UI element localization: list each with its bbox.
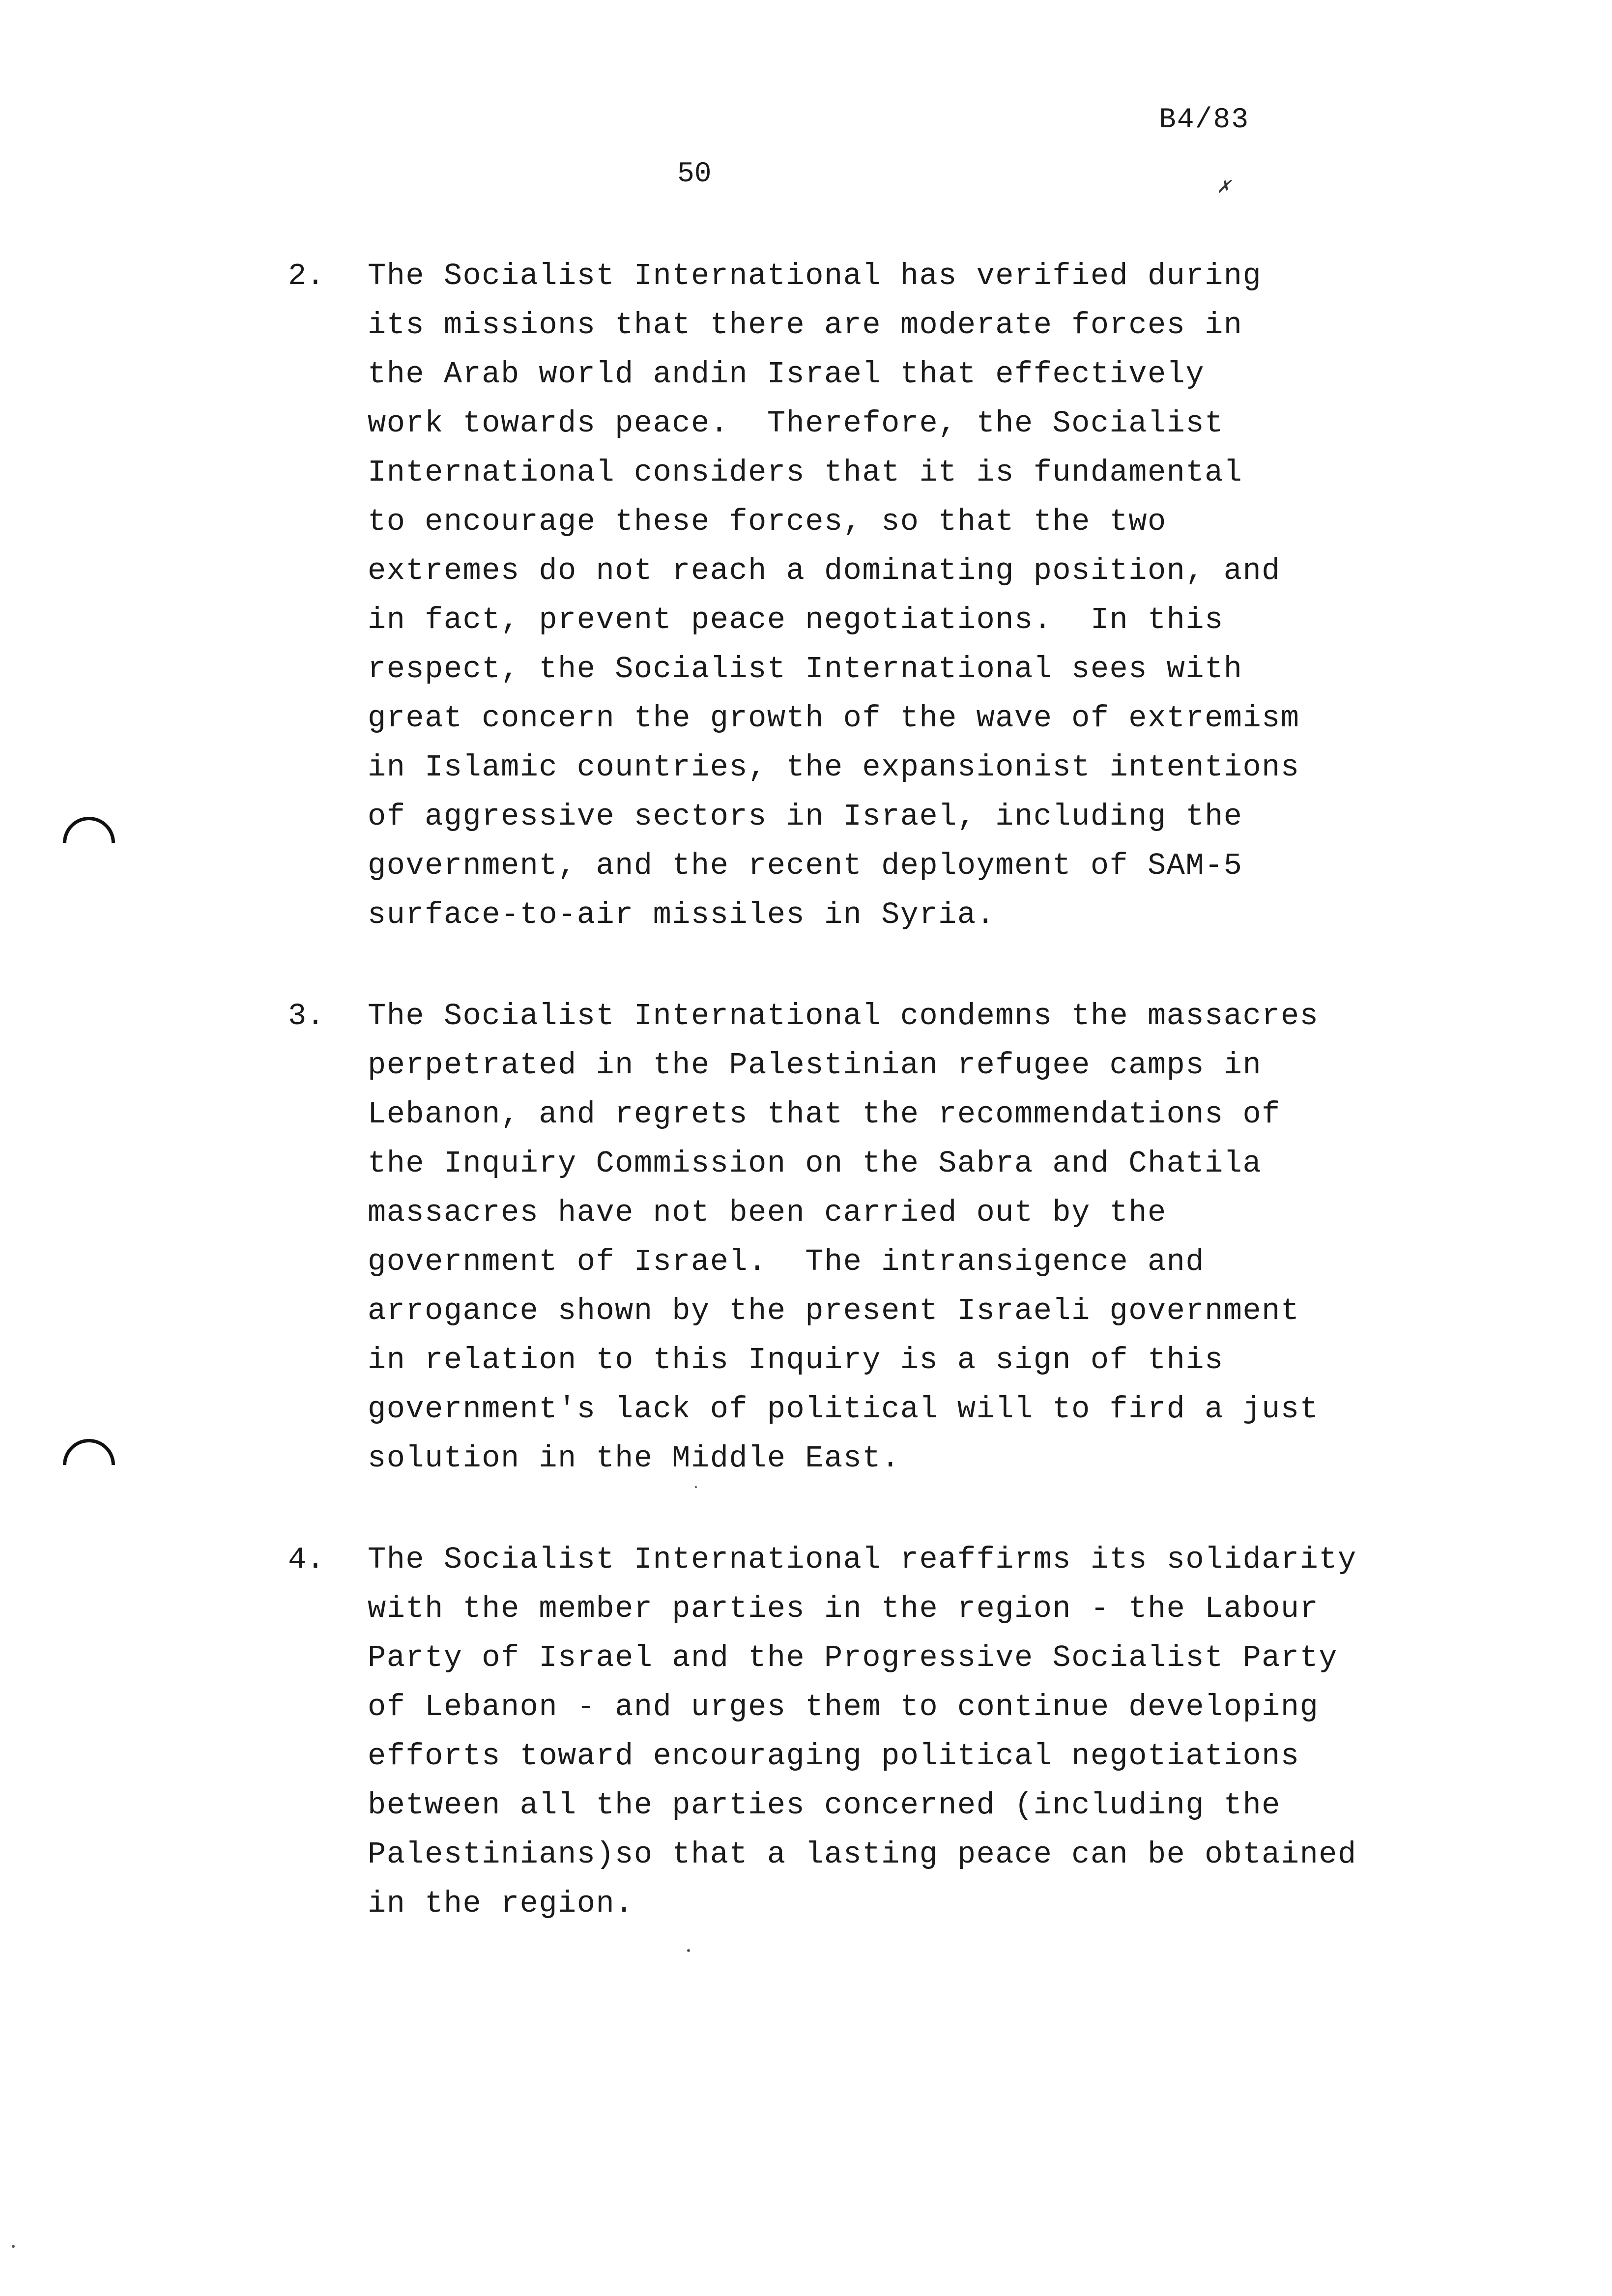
text-line: The Socialist International condemns the massacres [368,999,1319,1033]
text-line: in the region. [368,1886,634,1921]
paper-speck [687,1949,690,1952]
text-line: the Inquiry Commission on the Sabra and Chatila [368,1146,1262,1181]
text-line: Palestinians)so that a lasting peace can be obtained [368,1837,1357,1872]
text-line: in Islamic countries, the expansionist intentions [368,750,1300,785]
text-line: of aggressive sectors in Israel, including the [368,799,1243,834]
paragraph-number: 2. [288,258,325,293]
page-number: 50 [677,158,712,190]
text-line: the Arab world andin Israel that effectively [368,357,1205,392]
text-line: The Socialist International reaffirms its solidarity [368,1542,1357,1577]
paper-speck [695,1486,697,1488]
paper-speck [12,2245,15,2248]
text-line: its missions that there are moderate forces in [368,308,1243,343]
text-line: in relation to this Inquiry is a sign of this [368,1343,1224,1378]
text-line: surface-to-air missiles in Syria. [368,897,996,932]
text-line: government, and the recent deployment of SAM-5 [368,848,1243,883]
text-line: respect, the Socialist International sees with [368,652,1243,687]
handwritten-mark: ✗ [1215,175,1235,200]
text-line: government's lack of political will to fird a just [368,1392,1319,1427]
text-line: solution in the Middle East. [368,1441,900,1476]
text-line: between all the parties concerned (including the [368,1788,1281,1823]
text-line: The Socialist International has verified during [368,258,1262,293]
reference-code: B4/83 [1159,104,1250,136]
text-line: International considers that it is fundamental [368,455,1243,490]
text-line: in fact, prevent peace negotiations. In this [368,603,1224,637]
text-line: with the member parties in the region - the Labour [368,1591,1319,1626]
text-line: massacres have not been carried out by the [368,1195,1167,1230]
text-line: Lebanon, and regrets that the recommendations of [368,1097,1281,1132]
paragraph-number: 3. [288,999,325,1033]
text-line: extremes do not reach a dominating position, and [368,553,1281,588]
text-line: work towards peace. Therefore, the Socialist [368,406,1224,441]
text-line: government of Israel. The intransigence and [368,1244,1205,1279]
text-line: Party of Israel and the Progressive Socialist Party [368,1640,1338,1675]
text-line: arrogance shown by the present Israeli government [368,1293,1300,1328]
text-line: efforts toward encouraging political negotiations [368,1739,1300,1774]
text-line: to encourage these forces, so that the two [368,504,1167,539]
punch-hole-bottom [52,1428,126,1502]
paragraph-number: 4. [288,1542,325,1577]
text-line: of Lebanon - and urges them to continue developing [368,1690,1319,1724]
text-line: perpetrated in the Palestinian refugee camps in [368,1048,1262,1083]
punch-hole-top [52,806,126,880]
text-line: great concern the growth of the wave of extremism [368,701,1300,736]
